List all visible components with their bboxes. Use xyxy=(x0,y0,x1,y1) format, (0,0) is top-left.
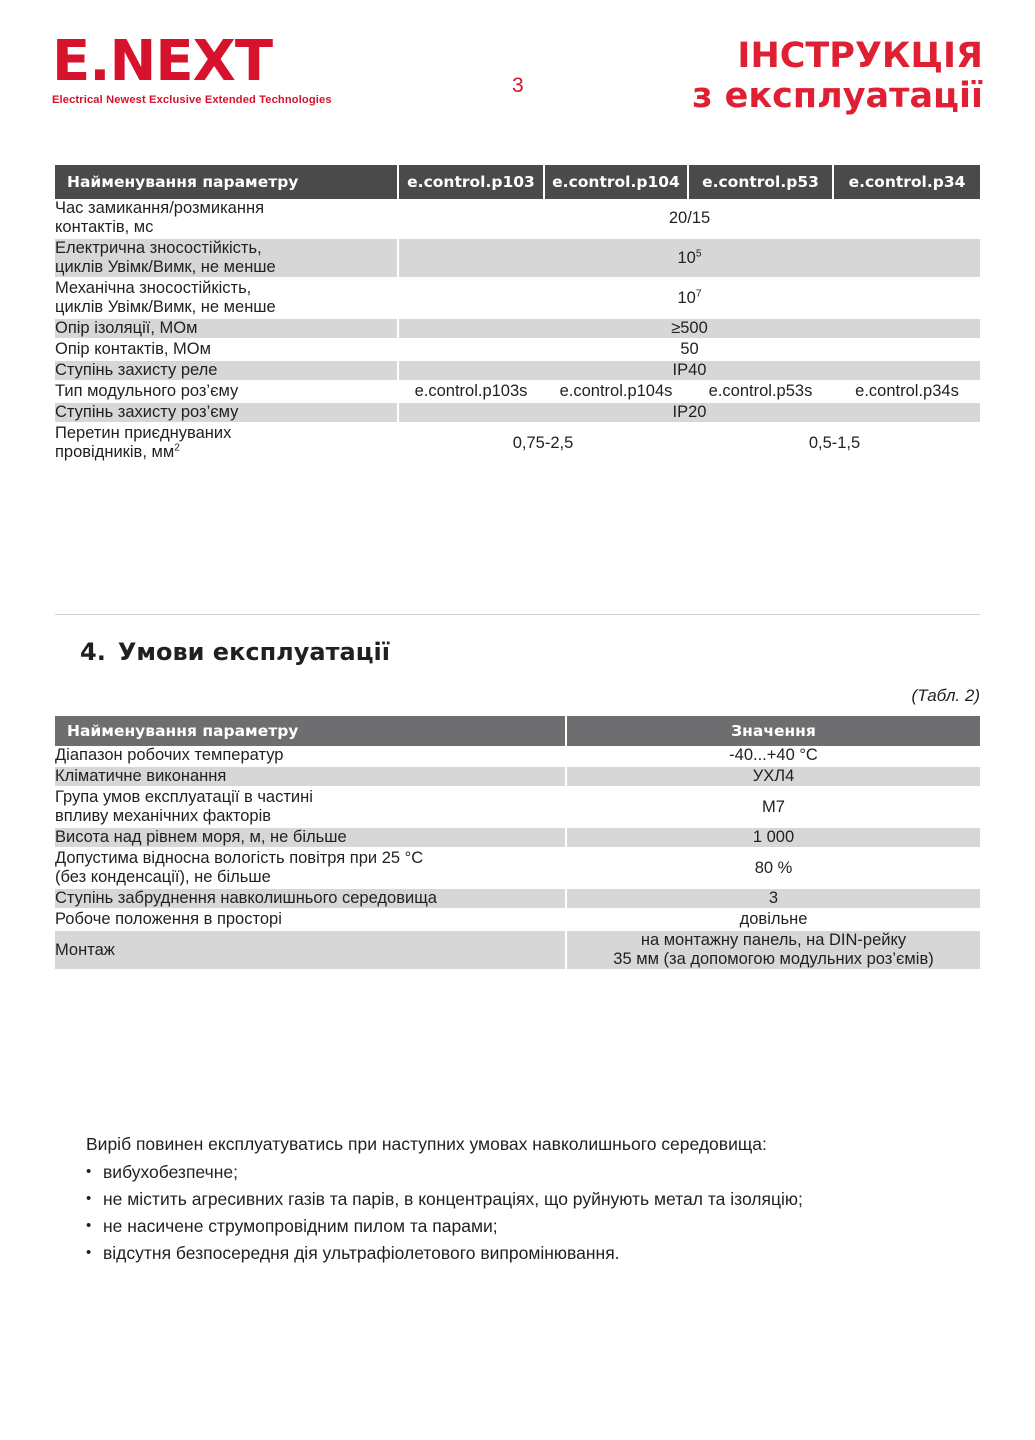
table1-row-0-value: 20/15 xyxy=(398,199,980,238)
list-item xyxy=(86,1240,976,1267)
table2-row-2-value: М7 xyxy=(566,787,980,827)
table-row xyxy=(55,238,980,278)
brand-logo xyxy=(52,29,402,106)
section-title: Умови експлуатації xyxy=(117,638,390,666)
table1-row-1-value-base: 10 xyxy=(677,248,696,267)
table1-row-0-name-line1: Час замикання/розмикання xyxy=(55,199,265,217)
table2-row-3-value: 1 000 xyxy=(566,827,980,848)
environment-notes xyxy=(86,1131,976,1267)
table1-row-8-name xyxy=(55,423,398,462)
bullet-icon: • xyxy=(86,1217,92,1234)
list-item xyxy=(86,1159,976,1186)
notes-item-2-text: не насичене струмопровідним пилом та парами; xyxy=(103,1216,498,1236)
table1-row-6-value-p53: e.control.p53s xyxy=(688,381,833,402)
list-item xyxy=(86,1186,976,1213)
table1-row-3-name: Опір ізоляції, МОм xyxy=(55,318,398,339)
notes-intro: Виріб повинен експлуатуватись при наступних умовах навколишнього середовища: xyxy=(86,1134,767,1154)
section-heading-4 xyxy=(80,638,390,666)
page-header xyxy=(0,0,1035,135)
table2-row-7-value xyxy=(566,930,980,969)
table2-row-6-value: довільне xyxy=(566,909,980,930)
table1-col-header-parameter: Найменування параметру xyxy=(55,165,398,199)
specifications-table-1 xyxy=(55,165,980,462)
table1-bottom-rule xyxy=(55,614,980,615)
bullet-icon: • xyxy=(86,1190,92,1207)
table1-row-5-value: IP40 xyxy=(398,360,980,381)
logo-wordmark: E.NEXT xyxy=(52,29,273,94)
table1-header-row xyxy=(55,165,980,199)
table1-row-3-value: ≥500 xyxy=(398,318,980,339)
notes-item-3-text: відсутня безпосередня дія ультрафіолетового випромінювання. xyxy=(103,1243,620,1263)
table1-row-1-name-line2: циклів Увімк/Вимк, не менше xyxy=(55,258,276,276)
table2-row-6-name: Робоче положення в просторі xyxy=(55,909,566,930)
table1-row-6-name: Тип модульного роз’єму xyxy=(55,381,398,402)
table1-row-8-value-left: 0,75-2,5 xyxy=(398,423,688,462)
bullet-icon: • xyxy=(86,1244,92,1261)
table-row xyxy=(55,787,980,827)
table1-row-1-name-line1: Електрична зносостійкість, xyxy=(55,239,262,257)
table2-row-0-name: Діапазон робочих температур xyxy=(55,746,566,766)
table1-row-2-value-exponent: 7 xyxy=(695,288,702,299)
table1-row-0-name xyxy=(55,199,398,238)
table2-row-7-name: Монтаж xyxy=(55,930,566,969)
table1-col-header-p53: e.control.p53 xyxy=(688,165,833,199)
operating-conditions-table-2 xyxy=(55,716,980,969)
table1-row-6-value-p34: e.control.p34s xyxy=(833,381,980,402)
table2-row-4-value: 80 % xyxy=(566,848,980,888)
logo-tagline: Electrical Newest Exclusive Extended Technologies xyxy=(52,94,332,106)
table1-row-2-name-line2: циклів Увімк/Вимк, не менше xyxy=(55,298,276,316)
table-row xyxy=(55,848,980,888)
table1-col-header-p104: e.control.p104 xyxy=(544,165,688,199)
table2-header-row xyxy=(55,716,980,746)
table2-col-header-value: Значення xyxy=(566,716,980,746)
notes-item-1-text: не містить агресивних газів та парів, в концентраціях, що руйнують метал та ізоляцію; xyxy=(103,1189,803,1209)
table-row xyxy=(55,827,980,848)
table1-row-2-name-line1: Механічна зносостійкість, xyxy=(55,279,252,297)
notes-list xyxy=(86,1159,976,1267)
table1-row-1-value-exponent: 5 xyxy=(695,248,702,259)
table2-row-4-name-line1: Допустима відносна вологість повітря при 25 °C xyxy=(55,849,424,867)
notes-item-0-text: вибухобезпечне; xyxy=(103,1162,238,1182)
table-row xyxy=(55,888,980,909)
table1-row-8-name-line1: Перетин приєднуваних xyxy=(55,424,232,442)
table1-row-2-name xyxy=(55,278,398,318)
table-row xyxy=(55,199,980,238)
table2-row-4-name-line2: (без конденсації), не більше xyxy=(55,868,271,886)
table2-row-5-name: Ступінь забруднення навколишнього середовища xyxy=(55,888,566,909)
table-row xyxy=(55,746,980,766)
list-item xyxy=(86,1213,976,1240)
table2-row-2-name-line2: впливу механічних факторів xyxy=(55,807,272,825)
table2-row-3-name: Висота над рівнем моря, м, не більше xyxy=(55,827,566,848)
table-row xyxy=(55,423,980,462)
table-row xyxy=(55,360,980,381)
table-row xyxy=(55,339,980,360)
table-row xyxy=(55,766,980,787)
table1-col-header-p34: e.control.p34 xyxy=(833,165,980,199)
table1-row-7-name: Ступінь захисту роз’єму xyxy=(55,402,398,423)
table2-row-7-value-line2: 35 мм (за допомогою модульних роз’ємів) xyxy=(613,950,934,968)
table2-row-2-name-line1: Група умов експлуатації в частині xyxy=(55,788,313,806)
table-row xyxy=(55,278,980,318)
table2-caption: (Табл. 2) xyxy=(911,686,980,705)
bullet-icon: • xyxy=(86,1163,92,1180)
table-row xyxy=(55,909,980,930)
table2-row-2-name xyxy=(55,787,566,827)
table1-row-7-value: IP20 xyxy=(398,402,980,423)
table1-row-4-value: 50 xyxy=(398,339,980,360)
table1-row-8-name-exponent: 2 xyxy=(174,442,180,454)
table2-col-header-parameter: Найменування параметру xyxy=(55,716,566,746)
table1-row-6-value-p104: e.control.p104s xyxy=(544,381,688,402)
table-row xyxy=(55,318,980,339)
table2-row-1-value: УХЛ4 xyxy=(566,766,980,787)
table2-row-7-value-line1: на монтажну панель, на DIN-рейку xyxy=(640,931,907,949)
document-title-line1: ІНСТРУКЦІЯ xyxy=(737,36,983,76)
table1-row-5-name: Ступінь захисту реле xyxy=(55,360,398,381)
table1-col-header-p103: e.control.p103 xyxy=(398,165,544,199)
table-row xyxy=(55,381,980,402)
table1-row-6-value-p103: e.control.p103s xyxy=(398,381,544,402)
section-number: 4. xyxy=(80,638,106,666)
page-number: 3 xyxy=(512,74,524,97)
table2-row-4-name xyxy=(55,848,566,888)
document-title xyxy=(692,36,983,116)
document-title-line2: з експлуатації xyxy=(692,76,983,116)
table1-row-1-value xyxy=(398,238,980,278)
table1-row-1-name xyxy=(55,238,398,278)
table2-row-0-value: -40...+40 °C xyxy=(566,746,980,766)
table1-row-2-value xyxy=(398,278,980,318)
table1-row-0-name-line2: контактів, мс xyxy=(55,218,154,236)
table1-row-2-value-base: 10 xyxy=(677,288,696,307)
table1-row-4-name: Опір контактів, МОм xyxy=(55,339,398,360)
table1-row-8-name-line2: провідників, мм xyxy=(55,443,175,461)
table-row xyxy=(55,402,980,423)
table-row xyxy=(55,930,980,969)
table2-row-1-name: Кліматичне виконання xyxy=(55,766,566,787)
table1-row-8-value-right: 0,5-1,5 xyxy=(688,423,980,462)
table2-row-5-value: 3 xyxy=(566,888,980,909)
